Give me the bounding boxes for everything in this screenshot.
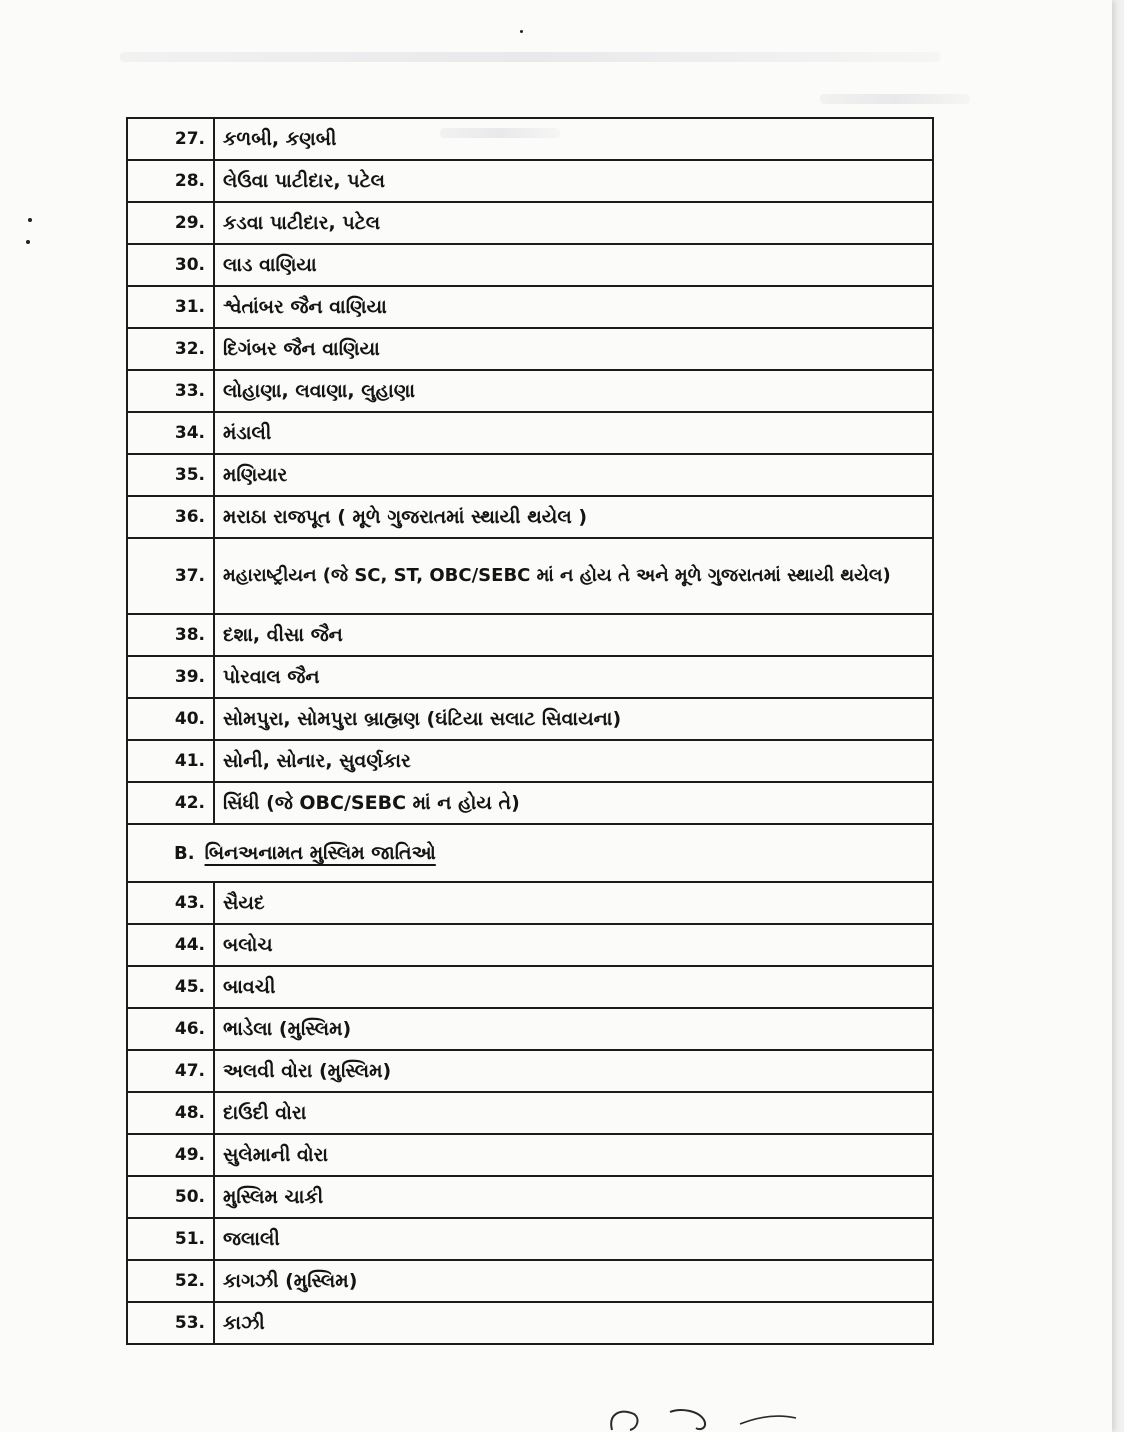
section-b-cell (127, 824, 933, 882)
row-number: 52. (127, 1260, 214, 1302)
caste-name: દિગંબર જૈન વાણિયા (214, 328, 933, 370)
caste-name: શ્વેતાંબર જૈન વાણિયા (214, 286, 933, 328)
section-b-letter: B. (174, 842, 195, 864)
row-number: 39. (127, 656, 214, 698)
table-row (127, 244, 933, 286)
row-number: 49. (127, 1134, 214, 1176)
scan-mark (26, 240, 30, 244)
table-row (127, 782, 933, 824)
caste-name: લેઉવા પાટીદાર, પટેલ (214, 160, 933, 202)
table-row (127, 882, 933, 924)
scan-mark (28, 218, 32, 222)
row-number: 35. (127, 454, 214, 496)
caste-name: સિંધી (જે OBC/SEBC માં ન હોય તે) (214, 782, 933, 824)
table-row (127, 118, 933, 160)
table-row (127, 370, 933, 412)
caste-name: દશા, વીસા જૈન (214, 614, 933, 656)
show-through-text (120, 52, 940, 62)
row-number: 44. (127, 924, 214, 966)
row-number: 32. (127, 328, 214, 370)
caste-name: કડવા પાટીદાર, પટેલ (214, 202, 933, 244)
row-number: 50. (127, 1176, 214, 1218)
table-row (127, 924, 933, 966)
row-number: 33. (127, 370, 214, 412)
section-b-header (127, 824, 933, 882)
section-a-rows (127, 118, 933, 824)
row-number: 37. (127, 538, 214, 614)
row-number: 27. (127, 118, 214, 160)
caste-name: સોની, સોનાર, સુવર્ણકાર (214, 740, 933, 782)
caste-name: બલોચ (214, 924, 933, 966)
table-row (127, 1092, 933, 1134)
table-row (127, 1176, 933, 1218)
caste-name: લાડ વાણિયા (214, 244, 933, 286)
section-b-header-row (127, 824, 933, 882)
scan-mark (520, 30, 523, 33)
caste-name: કાઝી (214, 1302, 933, 1344)
table-row (127, 496, 933, 538)
table-row (127, 1260, 933, 1302)
caste-name: ભાડેલા (મુસ્લિમ) (214, 1008, 933, 1050)
caste-name: મંડાલી (214, 412, 933, 454)
show-through-text (820, 94, 970, 104)
row-number: 48. (127, 1092, 214, 1134)
row-number: 51. (127, 1218, 214, 1260)
caste-name: સૈયદ (214, 882, 933, 924)
row-number: 29. (127, 202, 214, 244)
row-number: 36. (127, 496, 214, 538)
table-row (127, 1050, 933, 1092)
table-row (127, 614, 933, 656)
row-number: 28. (127, 160, 214, 202)
table-row (127, 966, 933, 1008)
section-b-title: બિનઅનામત મુસ્લિમ જાતિઓ (204, 841, 436, 864)
table-row (127, 1134, 933, 1176)
row-number: 45. (127, 966, 214, 1008)
table-row (127, 412, 933, 454)
caste-name: પોરવાલ જૈન (214, 656, 933, 698)
table-row (127, 202, 933, 244)
caste-name: બાવચી (214, 966, 933, 1008)
table-row (127, 286, 933, 328)
caste-name: કળબી, કણબી (214, 118, 933, 160)
caste-name: દાઉદી વોરા (214, 1092, 933, 1134)
caste-name: મુસ્લિમ ચાકી (214, 1176, 933, 1218)
row-number: 43. (127, 882, 214, 924)
caste-name: સુલેમાની વોરા (214, 1134, 933, 1176)
caste-name: મણિયાર (214, 454, 933, 496)
caste-name: અલવી વોરા (મુસ્લિમ) (214, 1050, 933, 1092)
table-row (127, 1218, 933, 1260)
caste-name: મહારાષ્ટ્રીયન (જે SC, ST, OBC/SEBC માં ન હોય તે અને મૂળે ગુજરાતમાં સ્થાયી થયેલ) (214, 538, 933, 614)
table-row (127, 160, 933, 202)
caste-name: જલાલી (214, 1218, 933, 1260)
row-number: 34. (127, 412, 214, 454)
table-row (127, 740, 933, 782)
row-number: 53. (127, 1302, 214, 1344)
caste-name: સોમપુરા, સોમપુરા બ્રાહ્મણ (ઘંટિયા સલાટ સિવાયના) (214, 698, 933, 740)
row-number: 46. (127, 1008, 214, 1050)
caste-list-table (126, 117, 934, 1345)
caste-name: મરાઠા રાજપૂત ( મૂળે ગુજરાતમાં સ્થાયી થયેલ ) (214, 496, 933, 538)
table-row (127, 328, 933, 370)
section-b-rows (127, 882, 933, 1344)
caste-name: લોહાણા, લવાણા, લુહાણા (214, 370, 933, 412)
signature-mark (600, 1404, 800, 1432)
row-number: 41. (127, 740, 214, 782)
table-row (127, 454, 933, 496)
row-number: 47. (127, 1050, 214, 1092)
row-number: 31. (127, 286, 214, 328)
table-row (127, 1008, 933, 1050)
table-row (127, 538, 933, 614)
table-row (127, 1302, 933, 1344)
row-number: 40. (127, 698, 214, 740)
row-number: 30. (127, 244, 214, 286)
row-number: 42. (127, 782, 214, 824)
caste-name: કાગઝી (મુસ્લિમ) (214, 1260, 933, 1302)
table-row (127, 698, 933, 740)
row-number: 38. (127, 614, 214, 656)
table-row (127, 656, 933, 698)
